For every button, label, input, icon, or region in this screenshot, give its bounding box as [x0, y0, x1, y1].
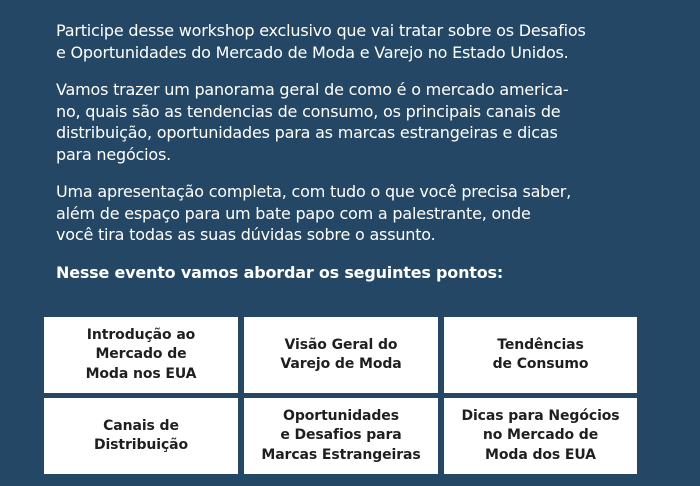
topics-heading: Nesse evento vamos abordar os seguintes pontos: [56, 262, 504, 282]
intro-section [56, 20, 676, 283]
intro-paragraph-3: Uma apresentação completa, com tudo o que você precisa saber, além de espaço para um bate papo com a palestrante, onde você tira todas as suas dúvidas sobre o assunto. [56, 182, 572, 244]
intro-paragraph-1: Participe desse workshop exclusivo que vai tratar sobre os Desafios e Oportunidades do Mercado de Moda e Varejo no Estado Unidos. [56, 21, 586, 62]
topic-card-business-tips: Dicas para Negócios no Mercado de Moda dos EUA [444, 398, 637, 474]
intro-paragraph-2: Vamos trazer um panorama geral de como é o mercado america- no, quais são as tendencias de consumo, os principais canais de distribuição, oportunidades para as marcas estrangeiras e dicas para negócios. [56, 80, 569, 164]
topic-card-intro-market: Introdução ao Mercado de Moda nos EUA [44, 317, 238, 393]
topics-grid [44, 317, 637, 474]
topic-card-retail-overview: Visão Geral do Varejo de Moda [244, 317, 438, 393]
topic-card-foreign-brands: Oportunidades e Desafios para Marcas Estrangeiras [244, 398, 438, 474]
topic-card-distribution-channels: Canais de Distribuição [44, 398, 238, 474]
topic-card-consumer-trends: Tendências de Consumo [444, 317, 637, 393]
